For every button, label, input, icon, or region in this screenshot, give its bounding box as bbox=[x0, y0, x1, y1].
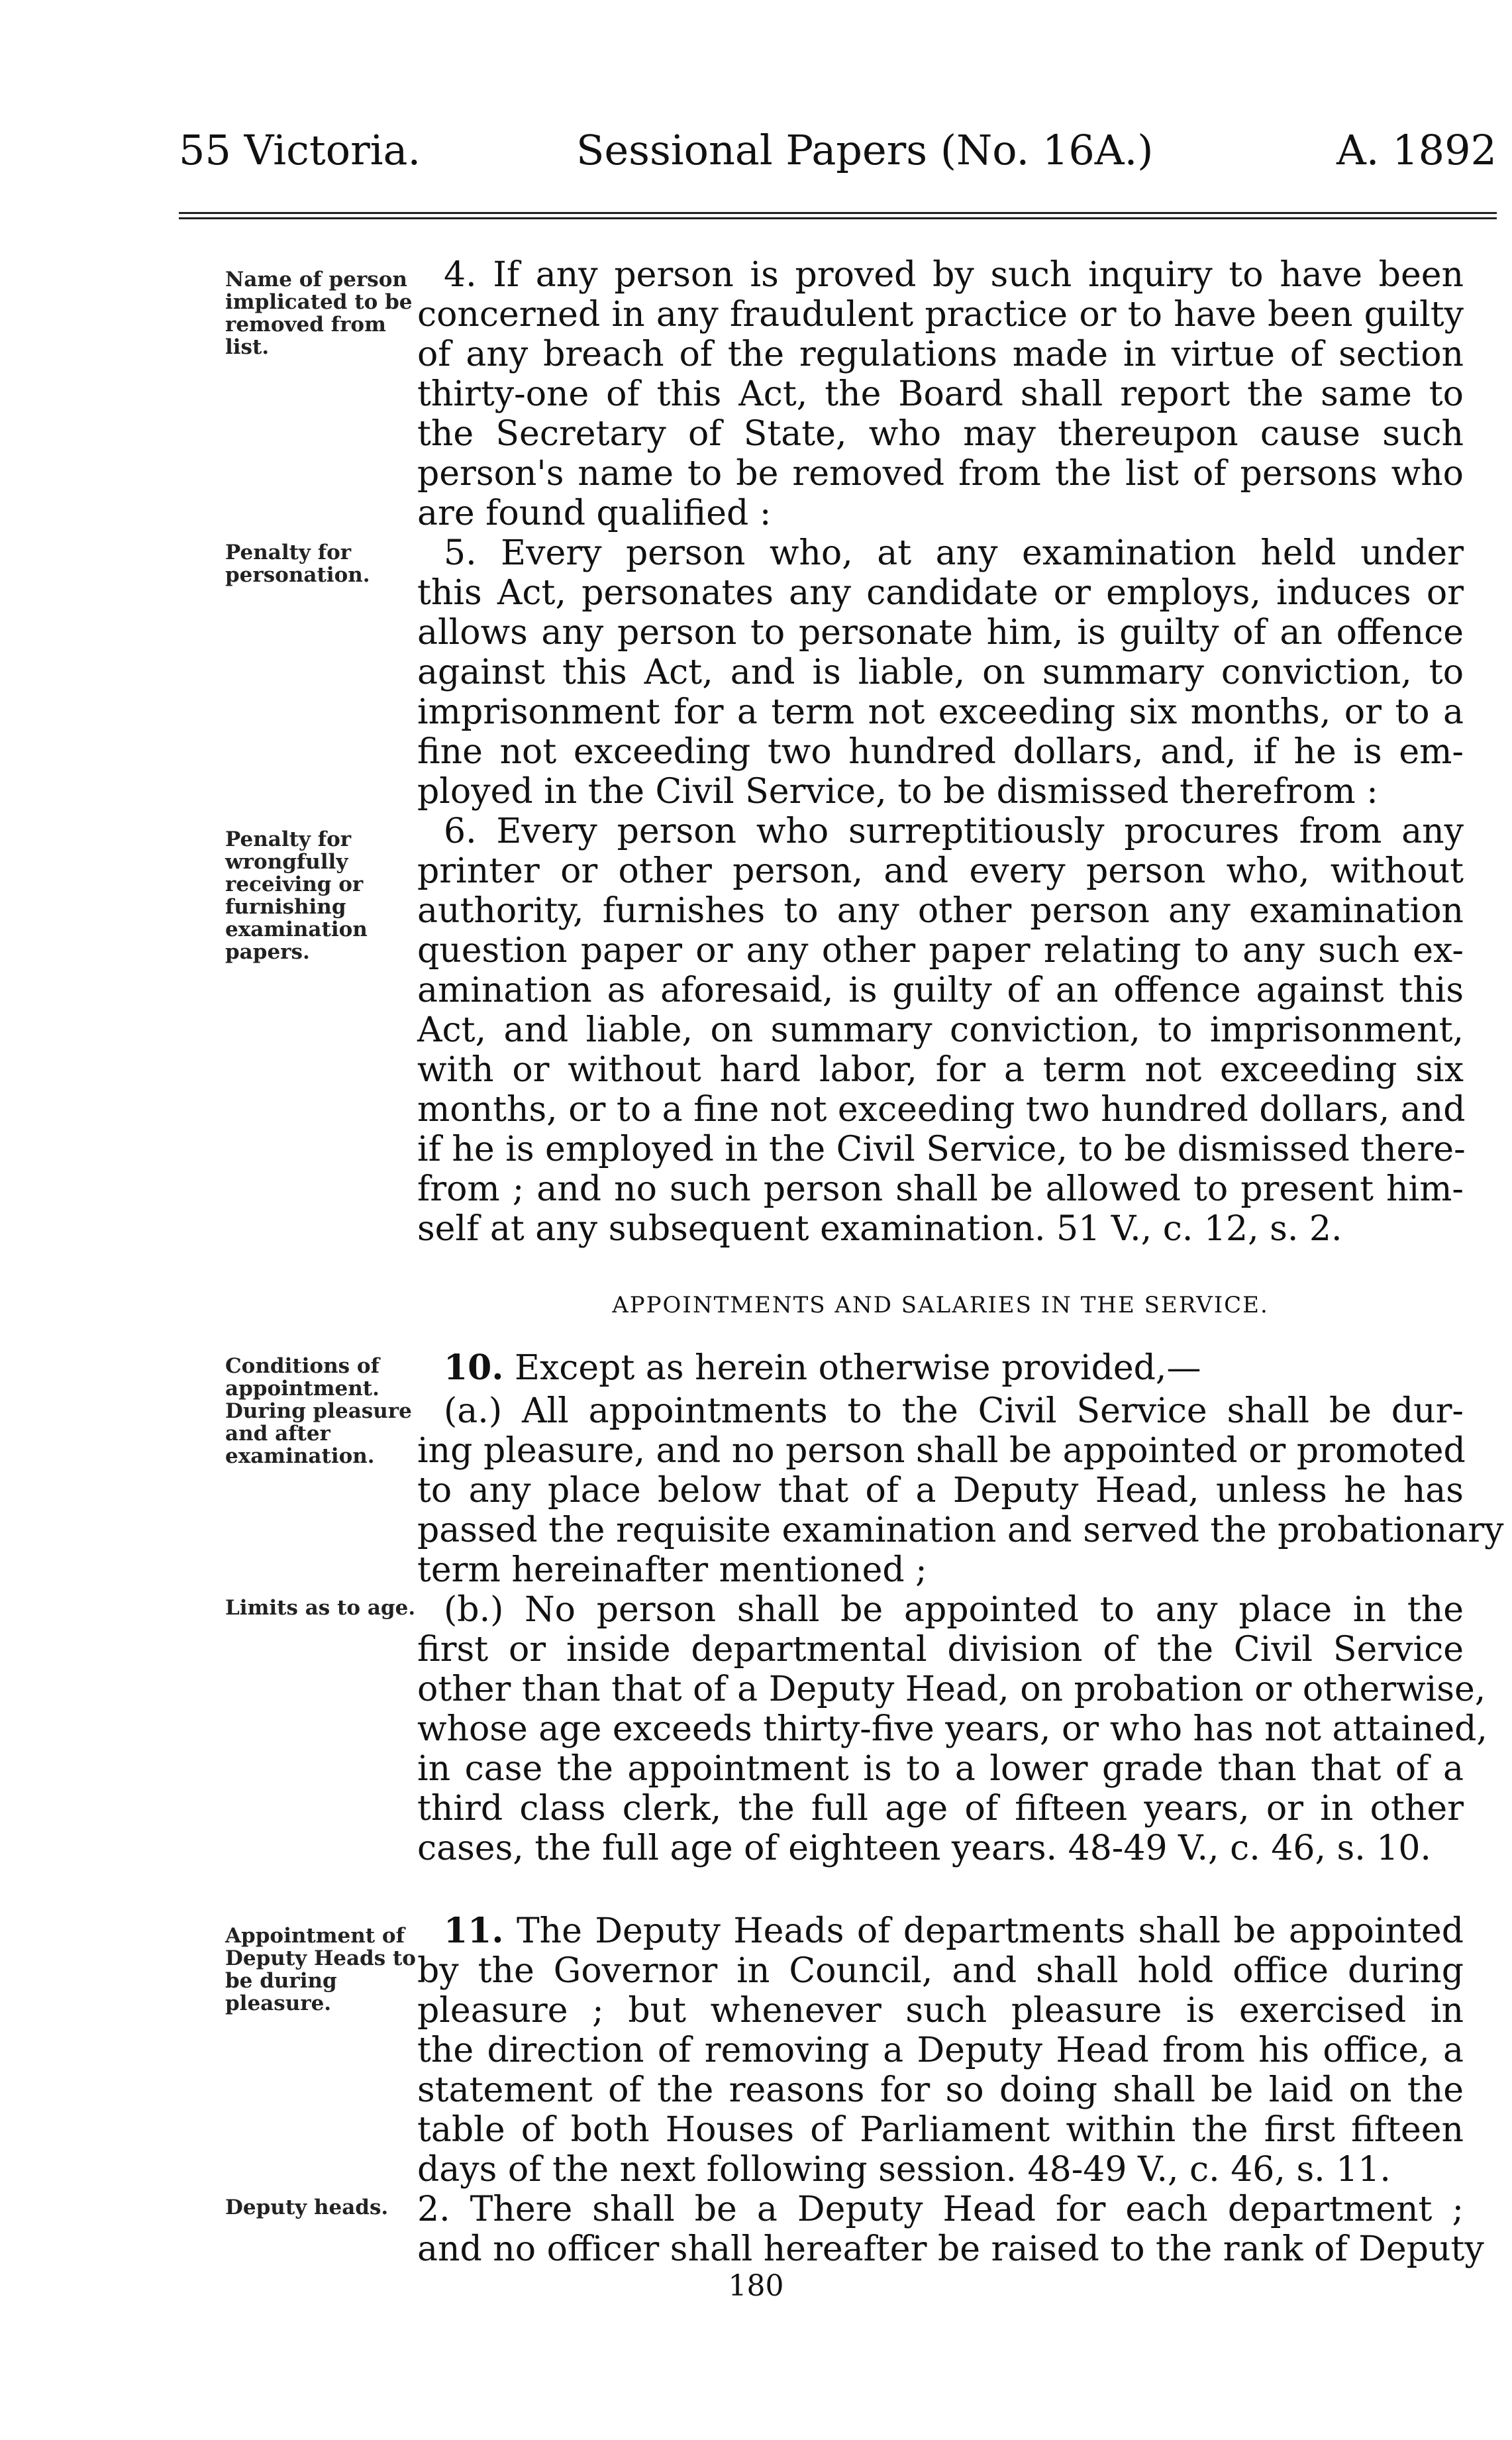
text-line: table of both Houses of Parliament within the first fifteen bbox=[417, 2110, 1464, 2150]
text-line: authority, furnishes to any other person any examination bbox=[417, 891, 1464, 931]
header-left: 55 Victoria. bbox=[179, 126, 421, 174]
margin-note-removed-from-list: Name of person implicated to be removed from list. bbox=[225, 268, 413, 359]
text-line: (b.) No person shall be appointed to any place in the bbox=[444, 1590, 1464, 1630]
margin-note-deputy-heads-pleasure: Appointment of Deputy Heads to be during pleasure. bbox=[225, 1924, 416, 2015]
text-line: 5. Every person who, at any examination held under bbox=[444, 533, 1464, 573]
text-line: Act, and liable, on summary conviction, to imprisonment, bbox=[417, 1010, 1464, 1050]
text-line: person's name to be removed from the list of persons who bbox=[417, 454, 1464, 494]
text-line: and no officer shall hereafter be raised to the rank of Deputy bbox=[417, 2229, 1484, 2269]
text-line: the Secretary of State, who may thereupon cause such bbox=[417, 414, 1464, 454]
text-line: allows any person to personate him, is guilty of an offence bbox=[417, 613, 1464, 653]
text-line: months, or to a fine not exceeding two hundred dollars, and bbox=[417, 1090, 1466, 1130]
margin-note-penalty-papers: Penalty for wrongfully receiving or furnishing examination papers. bbox=[225, 827, 368, 964]
text-line: with or without hard labor, for a term not exceeding six bbox=[417, 1050, 1464, 1090]
text-line: are found qualified : bbox=[417, 494, 772, 533]
text-line: days of the next following session. 48-49 V., c. 46, s. 11. bbox=[417, 2150, 1391, 2190]
header-center: Sessional Papers (No. 16A.) bbox=[576, 126, 1154, 174]
text-line: question paper or any other paper relating to any such ex- bbox=[417, 931, 1464, 971]
section-11-first-text: The Deputy Heads of departments shall be appointed bbox=[516, 1911, 1464, 1951]
text-line: from ; and no such person shall be allowed to present him- bbox=[417, 1169, 1464, 1209]
text-line: first or inside departmental division of the Civil Service bbox=[417, 1630, 1464, 1670]
text-line: imprisonment for a term not exceeding six months, or to a bbox=[417, 692, 1464, 732]
text-line: by the Governor in Council, and shall hold office during bbox=[417, 1951, 1464, 1991]
text-line: whose age exceeds thirty-five years, or who has not attained, bbox=[417, 1709, 1487, 1749]
text-line: if he is employed in the Civil Service, to be dismissed there- bbox=[417, 1130, 1466, 1169]
header-right: A. 1892 bbox=[1336, 126, 1497, 174]
text-line: to any place below that of a Deputy Head, unless he has bbox=[417, 1471, 1464, 1511]
text-line: third class clerk, the full age of fifteen years, or in other bbox=[417, 1789, 1464, 1829]
text-line: term hereinafter mentioned ; bbox=[417, 1550, 927, 1590]
section-10-intro-line bbox=[444, 1348, 1464, 1388]
text-line: amination as aforesaid, is guilty of an offence against this bbox=[417, 971, 1464, 1010]
section-10-intro: Except as herein otherwise provided,— bbox=[515, 1348, 1201, 1388]
margin-note-conditions-appointment: Conditions of appointment. During pleasure and after examination. bbox=[225, 1354, 412, 1468]
text-line: ployed in the Civil Service, to be dismissed therefrom : bbox=[417, 772, 1378, 812]
page-header bbox=[179, 126, 1497, 179]
text-line: statement of the reasons for so doing shall be laid on the bbox=[417, 2070, 1464, 2110]
text-line: other than that of a Deputy Head, on probation or otherwise, bbox=[417, 1670, 1486, 1709]
text-line: of any breach of the regulations made in virtue of section bbox=[417, 335, 1464, 374]
section-10-number: 10. bbox=[444, 1348, 504, 1388]
section-11-number: 11. bbox=[444, 1911, 504, 1951]
text-line: cases, the full age of eighteen years. 48-49 V., c. 46, s. 10. bbox=[417, 1829, 1431, 1868]
text-line: this Act, personates any candidate or employs, induces or bbox=[417, 573, 1464, 613]
text-line: the direction of removing a Deputy Head from his office, a bbox=[417, 2031, 1464, 2070]
margin-note-penalty-personation: Penalty for personation. bbox=[225, 541, 370, 587]
text-line: 2. There shall be a Deputy Head for each department ; bbox=[417, 2190, 1464, 2229]
text-line: (a.) All appointments to the Civil Service shall be dur- bbox=[444, 1391, 1464, 1431]
text-line: self at any subsequent examination. 51 V., c. 12, s. 2. bbox=[417, 1209, 1342, 1249]
margin-note-deputy-heads: Deputy heads. bbox=[225, 2196, 389, 2219]
header-rule-bottom bbox=[179, 217, 1497, 219]
header-rule-top bbox=[179, 212, 1497, 214]
text-line: thirty-one of this Act, the Board shall report the same to bbox=[417, 374, 1464, 414]
text-line: 4. If any person is proved by such inquiry to have been bbox=[444, 255, 1464, 295]
text-line: against this Act, and is liable, on summary conviction, to bbox=[417, 653, 1464, 692]
text-line: pleasure ; but whenever such pleasure is exercised in bbox=[417, 1991, 1464, 2031]
text-line: ing pleasure, and no person shall be appointed or promoted bbox=[417, 1431, 1466, 1471]
margin-note-age-limits: Limits as to age. bbox=[225, 1596, 416, 1620]
text-line: printer or other person, and every person who, without bbox=[417, 851, 1464, 891]
text-line: in case the appointment is to a lower grade than that of a bbox=[417, 1749, 1464, 1789]
text-line: passed the requisite examination and served the probationary bbox=[417, 1511, 1504, 1550]
text-line: concerned in any fraudulent practice or to have been guilty bbox=[417, 295, 1464, 335]
text-line: fine not exceeding two hundred dollars, and, if he is em- bbox=[417, 732, 1464, 772]
page-number: 180 bbox=[728, 2269, 784, 2303]
section-heading: APPOINTMENTS AND SALARIES IN THE SERVICE. bbox=[612, 1292, 1269, 1318]
text-line: 6. Every person who surreptitiously procures from any bbox=[444, 812, 1464, 851]
section-11-first-line bbox=[444, 1911, 1464, 1951]
